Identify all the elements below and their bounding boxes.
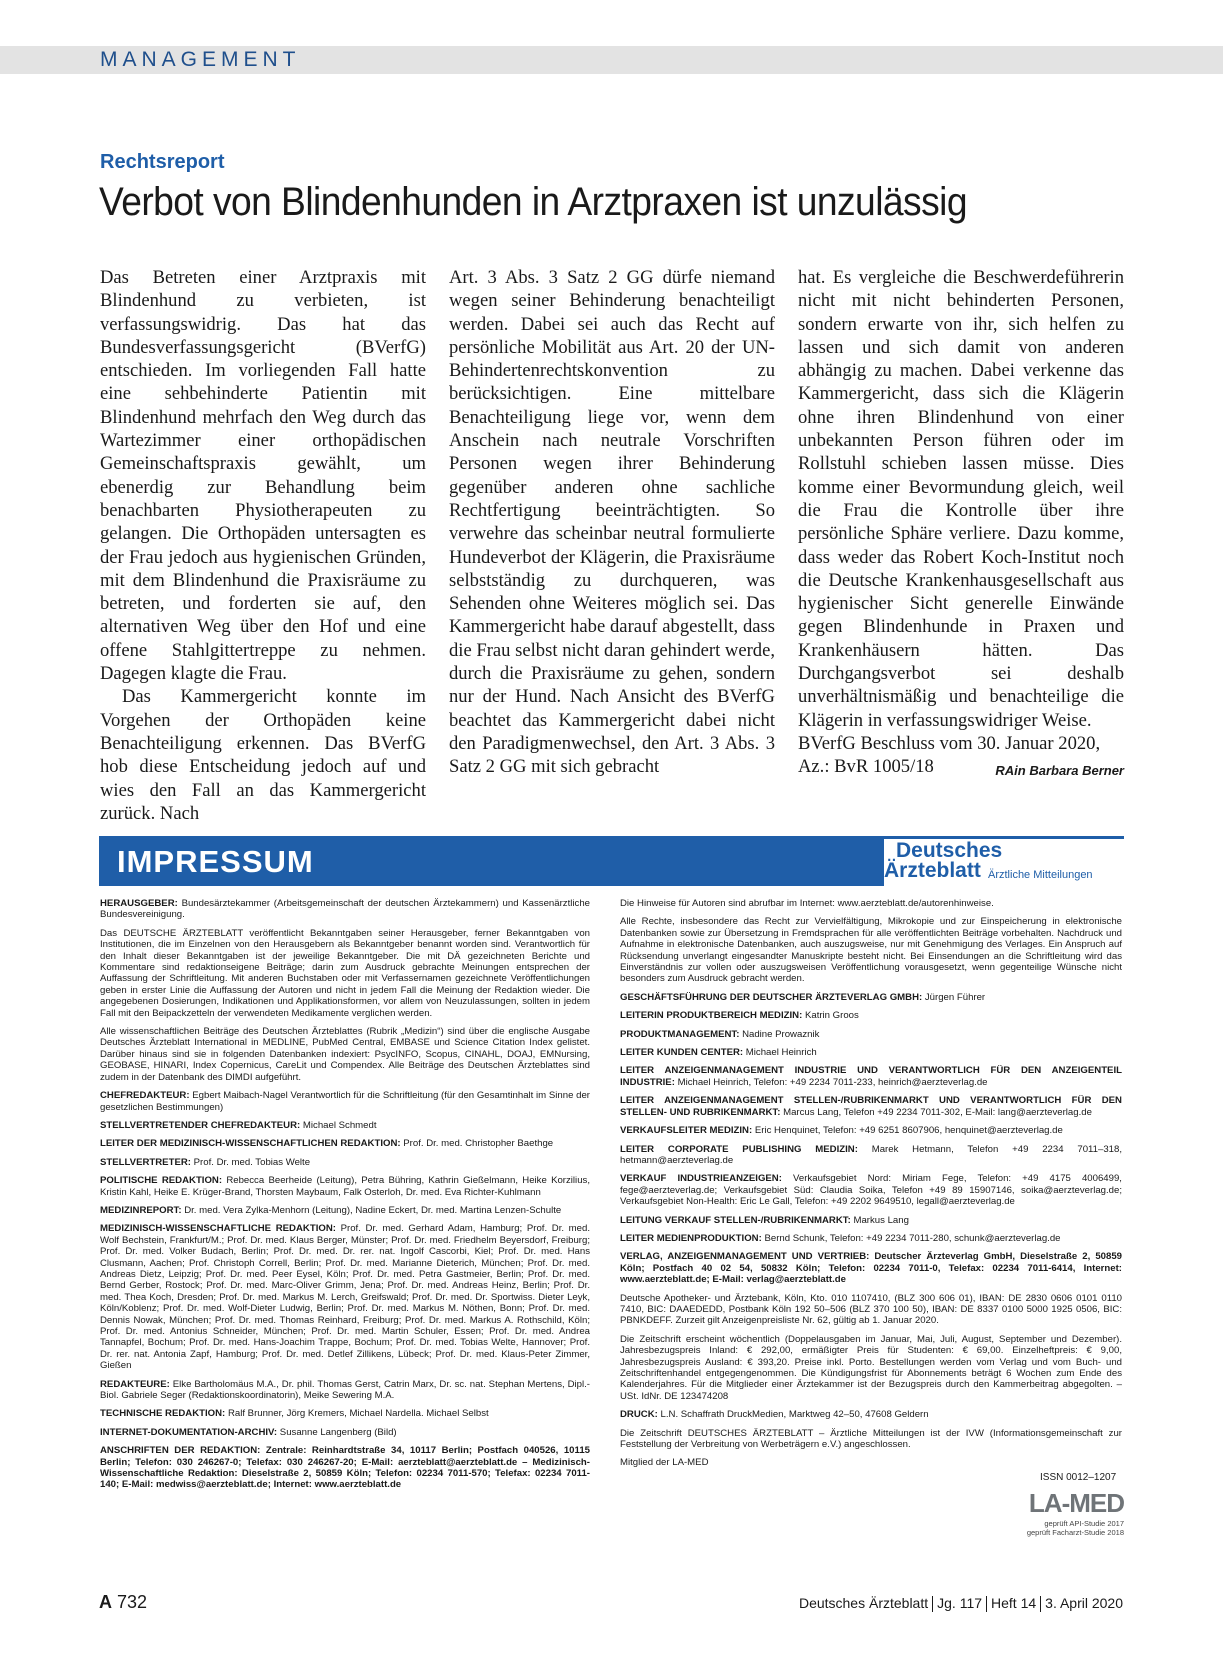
impressum-entry-text: Prof. Dr. med. Christopher Baethge xyxy=(403,1138,554,1150)
impressum-entry-text: Marcus Lang, Telefon +49 2234 7011-302, E-Mail: lang@aerzteverlag.de xyxy=(783,1106,1092,1118)
impressum-entry xyxy=(100,1427,590,1438)
impressum-entry-text: Die Zeitschrift DEUTSCHES ÄRZTEBLATT – Ärztliche Mitteilungen ist der IVW (Informationsgemeinschaft zur Feststellung der Verbreitung von Werbeträgern e.V.) angeschlossen. xyxy=(620,1427,1122,1451)
la-med-logo xyxy=(1006,1488,1124,1537)
page-number xyxy=(99,1592,147,1613)
impressum-entry-label: PRODUKTMANAGEMENT: xyxy=(620,1028,740,1040)
issn: ISSN 0012–1207 xyxy=(1040,1472,1117,1483)
impressum-entry-text: Michael Heinrich xyxy=(745,1047,817,1059)
impressum-entry-text: Katrin Groos xyxy=(804,1010,859,1022)
impressum-entry-text: Alle Rechte, insbesondere das Recht zur Vervielfältigung, Mikrokopie und zur Einspeicherung in elektronische Datenbanken sowie zur Übersetzung in Fremdsprachen für alle veröffentlichten Beiträge vorbehalten. Nachdruck und Aufnahme in elektronische Datenbanken, auch auszugsweise, nur mit Genehmigung des Verlages. Ein Anspruch auf Rücksendung unverlangt eingesandter Manuskripte besteht nicht. Bei Einsendungen an die Schriftleitung wird das Einverständnis zur vollen oder auszugsweisen Veröffentlichung vorausgesetzt, wenn gegenteilige Wünsche nicht besonders zum Ausdruck gebracht werden. xyxy=(620,916,1122,985)
impressum-entry xyxy=(100,1026,590,1083)
logo-line-1: Deutsches xyxy=(896,839,1003,862)
impressum-entry-label: POLITISCHE REDAKTION: xyxy=(100,1175,223,1187)
impressum-entry-label: STELLVERTRETER: xyxy=(100,1156,191,1168)
impressum-entry-text: Michael Schmedt xyxy=(302,1119,377,1131)
impressum-entry-text: Bundesärztekammer (Arbeitsgemeinschaft der deutschen Ärztekammern) und Kassenärztliche Bundesvereinigung. xyxy=(100,898,590,921)
page-number-value: 732 xyxy=(117,1592,148,1612)
impressum-entry-text: Marek Hetmann, Telefon +49 2234 7011–318, hetmann@aerzteverlag.de xyxy=(620,1143,1122,1166)
impressum-entry-label: INTERNET-DOKUMENTATION-ARCHIV: xyxy=(100,1426,278,1438)
deutsches-aerzteblatt-logo xyxy=(884,839,1124,887)
logo-line-2: Ärzteblatt xyxy=(884,859,981,882)
impressum-entry-label: HERAUSGEBER: xyxy=(100,898,178,909)
impressum-entry-text: Das DEUTSCHE ÄRZTEBLATT veröffentlicht Bekanntgaben seiner Herausgeber, ferner Bekanntgaben von Institutionen, die im Einzelnen von den Herausgebern als Bekanntgeber benannt worden sind. Verantwortlich für den Inhalt dieser Bekanntgaben ist der jeweilige Bekanntgeber. Die mit DÄ gezeichneten Berichte und Kommentare sind redaktionseigene Beiträge; darin zum Ausdruck gebrachte Meinungen entsprechen der Auffassung der Schriftleitung. Mit anderen Buchstaben oder mit Verfassernamen gezeichnete Veröffentlichungen geben in erster Linie die Auffassung der Autoren und nicht in jedem Fall die Meinung der Redaktion wieder. Die angegebenen Dosierungen, Indikationen und Applikationsformen, vor allem von Neuzulassungen, sollten in jedem Fall mit den Beipackzetteln der verwendeten Medikamente verglichen werden. xyxy=(100,927,590,1019)
article-title: Verbot von Blindenhunden in Arztpraxen ist unzulässig xyxy=(99,180,967,224)
impressum-entry-text: Mitglied der LA-MED xyxy=(620,1457,709,1469)
article-author: RAin Barbara Berner xyxy=(995,763,1124,779)
impressum-entry xyxy=(620,1409,1122,1420)
impressum-entry xyxy=(100,1120,590,1131)
impressum-entry xyxy=(620,1047,1122,1058)
impressum-entry-text: Die Hinweise für Autoren sind abrufbar im Internet: www.aerzteblatt.de/autorenhinweise. xyxy=(620,898,994,909)
impressum-entry-label: VERKAUF INDUSTRIEANZEIGEN: xyxy=(620,1173,782,1185)
impressum-entry xyxy=(620,1065,1122,1088)
impressum-entry xyxy=(620,1457,1122,1468)
footer-publication-info xyxy=(799,1595,1123,1612)
impressum-entry-label: MEDIZINREPORT: xyxy=(100,1204,182,1216)
impressum-header xyxy=(99,836,1124,886)
impressum-entry xyxy=(620,1428,1122,1451)
article-paragraph: Das Kammergericht konnte im Vorgehen der Orthopäden keine Benachteiligung erkennen. Das BVerfG hob diese Entscheidung jedoch auf und wies den Fall an das Kammergericht zurück. Nach xyxy=(100,686,426,824)
impressum-entry xyxy=(100,1408,590,1419)
impressum-entry xyxy=(620,916,1122,984)
impressum-entry xyxy=(100,1379,590,1402)
impressum-entry-label: REDAKTEURE: xyxy=(100,1378,170,1390)
impressum-entry xyxy=(620,898,1122,909)
impressum-entry-label: LEITER CORPORATE PUBLISHING MEDIZIN: xyxy=(620,1143,858,1155)
impressum-entry xyxy=(620,1173,1122,1207)
impressum-left-column xyxy=(100,898,590,1498)
impressum-entry-text: Elke Bartholomäus M.A., Dr. phil. Thomas Gerst, Catrin Marx, Dr. sc. nat. Stephan Mertens, Dipl.-Biol. Gabriele Seger (Redaktionskoordinatorin), Meike Sewering M.A. xyxy=(100,1378,590,1402)
impressum-entry xyxy=(100,1090,590,1113)
impressum-entry-text: Markus Lang xyxy=(853,1214,909,1226)
section-label: MANAGEMENT xyxy=(100,48,301,71)
impressum-entry xyxy=(100,928,590,1019)
article-column-1 xyxy=(100,266,426,825)
impressum-entry-label: LEITER ANZEIGENMANAGEMENT INDUSTRIE UND VERANTWORTLICH FÜR DEN ANZEIGENTEIL INDUSTRIE: xyxy=(620,1065,1122,1088)
footer-volume: Jg. 117 xyxy=(937,1595,983,1611)
impressum-entry xyxy=(100,1205,590,1216)
impressum-entry-text: Egbert Maibach-Nagel Verantwortlich für die Schriftleitung (für den Gesamtinhalt im Sinne der gesetzlichen Bestimmungen) xyxy=(100,1090,590,1113)
article-paragraph: Art. 3 Abs. 3 Satz 2 GG dürfe niemand wegen seiner Behinderung benachteiligt werden. Dabei sei auch das Recht auf persönliche Mobilität aus Art. 20 der UN-Behindertenrechtskonvention zu berücksichtigen. Eine mittelbare Benachteiligung liege vor, wenn dem Anschein nach neutrale Vorschriften Personen wegen ihrer Behinderung gegenüber anderen ohne sachliche Rechtfertigung beeinträchtigten. So verwehre das scheinbar neutral formulierte Hundeverbot der Klägerin, die Praxisräume selbstständig zu durchqueren, was Sehenden ohne Weiteres möglich sei. Das Kammergericht habe darauf abgestellt, dass die Frau selbst nicht daran gehindert werde, durch die Praxisräume zu gehen, sondern nur der Hund. Nach Ansicht des BVerfG beachtet das Kammergericht dabei nicht den Paradigmenwechsel, den Art. 3 Abs. 3 Satz 2 GG mit sich gebracht xyxy=(449,267,775,778)
impressum-entry xyxy=(100,1138,590,1149)
impressum-entry-label: LEITERIN PRODUKTBEREICH MEDIZIN: xyxy=(620,1010,803,1022)
la-med-sub-1: geprüft API-Studie 2017 xyxy=(1044,1519,1124,1528)
impressum-entry xyxy=(100,1175,590,1198)
footer-date: 3. April 2020 xyxy=(1045,1595,1123,1611)
impressum-entry-label: DRUCK: xyxy=(620,1409,658,1421)
impressum-entry-text: Nadine Prowaznik xyxy=(742,1028,820,1040)
impressum-entry-text: Verkaufsgebiet Nord: Miriam Fege, Telefon: +49 4175 4006499, fege@aerzteverlag.de; Verkaufsgebiet Süd: Claudia Soika, Telefon +49 89 15907146, soika@aerzteverlag.de; Verkaufsgebiet Non-Health: Eric Le Gall, Telefon: +49 2202 9649510, legall@aerzteverlag.de xyxy=(620,1173,1122,1208)
impressum-entry xyxy=(100,1157,590,1168)
impressum-entry-text: Deutsche Apotheker- und Ärztebank, Köln, Kto. 010 1107410, (BLZ 300 606 01), IBAN: DE 2830 0606 0101 0110 7410, BIC: DAAEDEDD, Postbank Köln 192 50–506 (BLZ 370 100 50), IBAN: DE 8337 0100 5000 1925 0506, BIC: PBNKDEFF. Zurzeit gilt Anzeigenpreisliste Nr. 62, gültig ab 1. Januar 2020. xyxy=(620,1292,1122,1327)
impressum-entry-text: Dr. med. Vera Zylka-Menhorn (Leitung), Nadine Eckert, Dr. med. Martina Lenzen-Schulte xyxy=(184,1204,562,1216)
impressum-right-column xyxy=(620,898,1122,1476)
impressum-entry-text: Michael Heinrich, Telefon: +49 2234 7011-233, heinrich@aerzteverlag.de xyxy=(677,1076,988,1088)
impressum-entry-label: LEITER DER MEDIZINISCH-WISSENSCHAFTLICHEN REDAKTION: xyxy=(100,1138,401,1150)
article-paragraph: Das Betreten einer Arztpraxis mit Blindenhund zu verbieten, ist verfassungswidrig. Das hat das Bundesverfassungsgericht (BVerfG) entschieden. Im vorliegenden Fall hatte eine sehbehinderte Patientin mit Blindenhund mehrfach den Weg durch das Wartezimmer einer orthopädischen Gemeinschaftspraxis gewählt, um ebenerdig zur Behandlung beim benachbarten Physiotherapeuten zu gelangen. Die Orthopäden untersagten es der Frau jedoch aus hygienischen Gründen, mit dem Blindenhund die Praxisräume zu betreten, und forderten sie auf, den alternativen Weg über den Hof und eine offene Stahlgittertreppe zu nehmen. Dagegen klagte die Frau. xyxy=(100,267,426,685)
la-med-logo-text: LA-MED xyxy=(1028,1488,1124,1518)
impressum-entry-label: STELLVERTRETENDER CHEFREDAKTEUR: xyxy=(100,1119,301,1131)
impressum-entry xyxy=(620,1334,1122,1402)
impressum-entry-text: Alle wissenschaftlichen Beiträge des Deutschen Ärzteblattes (Rubrik „Medizin“) sind über die englische Ausgabe Deutsches Ärzteblatt International in MEDLINE, PubMed Central, EMBASE und Science Citation Index gelistet. Darüber hinaus sind sie in folgenden Datenbanken indexiert: PsycINFO, Scopus, CINAHL, DOAJ, EMNursing, GEOBASE, HINARI, Index Copernicus, CareLit und Compendex. Alle Beiträge des Deutschen Ärzteblattes sind zudem in der Datenbank des DIMDI aufgeführt. xyxy=(100,1026,590,1083)
impressum-entry-text: Prof. Dr. med. Gerhard Adam, Hamburg; Prof. Dr. med. Wolf Bechstein, Frankfurt/M.; Prof. Dr. med. Klaus Berger, Münster; Prof. Dr. med. Friedhelm Beyersdorf, Freiburg; Prof. Dr. med. Volker Budach, Berlin; Prof. Dr. med. Dr. rer. nat. Ingolf Cascorbi, Kiel; Prof. Dr. med. Hans Clusmann, Aachen; Prof. Christoph Correll, Berlin; Prof. Dr. med. Marianne Dieterich, München; Prof. Dr. med. Andreas Dietz, Leipzig; Prof. Dr. med. Peer Eysel, Köln; Prof. Dr. med. Petra Gastmeier, Berlin; Prof. Dr. med. Bernd Gerber, Rostock; Prof. Dr. med. Marc-Oliver Grimm, Jena; Prof. Dr. med. Andreas Heinz, Berlin; Prof. Dr. med. Thea Koch, Dresden; Prof. Dr. med. Markus M. Lerch, Greifswald; Prof. Dr. med. Dr. Sportwiss. Dieter Leyk, Köln/Koblenz; Prof. Dr. med. Wolf-Dieter Ludwig, Berlin; Prof. Dr. med. Markus M. Nöthen, Bonn; Prof. Dr. med. Dennis Nowak, München; Prof. Dr. med. Thomas Reinhard, Freiburg; Prof. Dr. med. Markus A. Rothschild, Köln; Prof. Dr. med. Antonius Schneider, München; Prof. Dr. med. Martin Schuler, Essen; Prof. Dr. med. Andrea Tannapfel, Bochum; Prof. Dr. med. Hans-Joachim Trappe, Bochum; Prof. Dr. med. Tobias Welte, Hannover; Prof. Dr. rer. nat. Antonia Zapf, Hamburg; Prof. Dr. med. Detlef Zillikens, Lübeck; Prof. Dr. med. Klaus-Peter Zimmer, Gießen xyxy=(100,1223,590,1372)
footer-issue: Heft 14 xyxy=(991,1595,1037,1611)
impressum-entry xyxy=(100,1445,590,1491)
impressum-entry-label: VERLAG, ANZEIGENMANAGEMENT UND VERTRIEB: Deutscher Ärzteverlag GmbH, Dieselstraße 2, 50859 Köln; Postfach 40 02 54, 50832 Köln; Telefon: 02234 7011-0, Telefax: 02234 7011-6414, Internet: www.aerzteblatt.de; E-Mail: verlag@aerzteblatt.de xyxy=(620,1251,1122,1286)
impressum-entry-label: LEITER KUNDEN CENTER: xyxy=(620,1047,744,1059)
impressum-entry xyxy=(620,1233,1122,1244)
impressum-title: IMPRESSUM xyxy=(117,844,314,879)
impressum-entry-text: Eric Henquinet, Telefon: +49 6251 8607906, henquinet@aerzteverlag.de xyxy=(754,1125,1063,1137)
article-column-3 xyxy=(798,266,1124,783)
article-column-2 xyxy=(449,266,775,779)
impressum-entry-label: GESCHÄFTSFÜHRUNG DER DEUTSCHER ÄRZTEVERLAG GMBH: xyxy=(620,991,923,1003)
impressum-entry xyxy=(620,992,1122,1003)
impressum-entry-label: LEITER MEDIENPRODUKTION: xyxy=(620,1232,762,1244)
impressum-entry-label: TECHNISCHE REDAKTION: xyxy=(100,1408,226,1420)
impressum-entry xyxy=(620,1010,1122,1021)
citation xyxy=(798,732,1124,779)
impressum-entry xyxy=(100,898,590,921)
impressum-entry-label: MEDIZINISCH-WISSENSCHAFTLICHE REDAKTION: xyxy=(100,1223,336,1235)
impressum-entry xyxy=(620,1144,1122,1167)
impressum-entry-text: Jürgen Führer xyxy=(924,991,986,1003)
impressum-entry-text: Die Zeitschrift erscheint wöchentlich (Doppelausgaben im Januar, Mai, Juli, August, September und Dezember). Jahresbezugspreis Inland: € 292,00, ermäßigter Preis für Studenten: € 69,00. Einzelheftpreis: € 9,00, Jahresbezugspreis Ausland: € 393,20. Preise inkl. Porto. Bestellungen werden vom Verlag und vom Buch- und Zeitschriftenhandel entgegengenommen. Die Kündigungsfrist für Abonnements beträgt 6 Wochen zum Ende des Kalenderjahres. Für die Mitglieder einer Ärztekammer ist der Bezugspreis durch den Kammerbeitrag abgegolten. – USt. IdNr. DE 123474208 xyxy=(620,1333,1122,1402)
impressum-entry xyxy=(620,1293,1122,1327)
impressum-entry-text: Prof. Dr. med. Tobias Welte xyxy=(193,1156,311,1168)
impressum-entry-label: LEITUNG VERKAUF STELLEN-/RUBRIKENMARKT: xyxy=(620,1214,851,1226)
impressum-entry xyxy=(620,1029,1122,1040)
citation-line-2: Az.: BvR 1005/18 xyxy=(798,756,934,778)
impressum-entry-label: VERKAUFSLEITER MEDIZIN: xyxy=(620,1125,753,1137)
article-kicker: Rechtsreport xyxy=(100,151,225,173)
impressum-entry xyxy=(620,1125,1122,1136)
impressum-entry xyxy=(620,1095,1122,1118)
footer-journal: Deutsches Ärzteblatt xyxy=(798,1595,929,1611)
la-med-sub-2: geprüft Facharzt-Studie 2018 xyxy=(1026,1528,1124,1537)
logo-line-3: Ärztliche Mitteilungen xyxy=(988,869,1093,881)
impressum-entry-label: LEITER ANZEIGENMANAGEMENT STELLEN-/RUBRIKENMARKT UND VERANTWORTLICH FÜR DEN STELLEN- UND RUBRIKENMARKT: xyxy=(620,1095,1122,1118)
article-paragraph: hat. Es vergleiche die Beschwerdeführerin nicht mit nicht behinderten Personen, sondern erwarte von ihr, sich helfen zu lassen und sich damit von anderen abhängig zu machen. Dabei verkenne das Kammergericht, dass sich die Klägerin ohne ihren Blindenhund von einer unbekannten Person führen oder im Rollstuhl schieben lassen müsse. Dies komme einer Bevormundung gleich, weil die Frau die Kontrolle über ihre persönliche Sphäre verliere. Dazu komme, dass weder das Robert Koch-Institut noch die Deutsche Krankenhausgesellschaft aus hygienischer Sicht generelle Einwände gegen Blindenhunde in Praxen und Krankenhäusern hätten. Das Durchgangsverbot sei deshalb unverhältnismäßig und benachteilige die Klägerin in verfassungswidriger Weise. xyxy=(798,267,1124,731)
impressum-entry xyxy=(620,1215,1122,1226)
impressum-entry-text: Bernd Schunk, Telefon: +49 2234 7011-280, schunk@aerzteverlag.de xyxy=(764,1232,1061,1244)
impressum-entry-text: Susanne Langenberg (Bild) xyxy=(279,1426,397,1438)
citation-line-1: BVerfG Beschluss vom 30. Januar 2020, xyxy=(798,732,1101,754)
impressum-entry-text: L.N. Schaffrath DruckMedien, Marktweg 42–50, 47608 Geldern xyxy=(660,1409,929,1421)
impressum-entry-text: Rebecca Beerheide (Leitung), Petra Bühring, Kathrin Gießelmann, Heike Korzilius, Kristin Kahl, Heike E. Krüger-Brand, Thorsten Maybaum, Falk Osterloh, Dr. med. Eva Richter-Kuhlmann xyxy=(100,1175,590,1198)
impressum-entry xyxy=(100,1223,590,1371)
impressum-entry xyxy=(620,1251,1122,1285)
impressum-entry-label: CHEFREDAKTEUR: xyxy=(100,1090,190,1102)
impressum-entry-label: ANSCHRIFTEN DER REDAKTION: Zentrale: Reinhardtstraße 34, 10117 Berlin; Postfach 040526, 10115 Berlin; Telefon: 030 246267-0; Telefax: 030 246267-20; E-Mail: aerzteblatt@aerzteblatt.de – Medizinisch-Wissenschaftliche Redaktion: Dieselstraße 2, 50859 Köln; Telefon: 02234 7011-570; Telefax: 02234 7011-140; E-Mail: medwiss@aerzteblatt.de; Internet: www.aerzteblatt.de xyxy=(100,1445,590,1491)
impressum-entry-text: Ralf Brunner, Jörg Kremers, Michael Nardella. Michael Selbst xyxy=(227,1408,489,1420)
page-prefix: A xyxy=(99,1592,112,1612)
